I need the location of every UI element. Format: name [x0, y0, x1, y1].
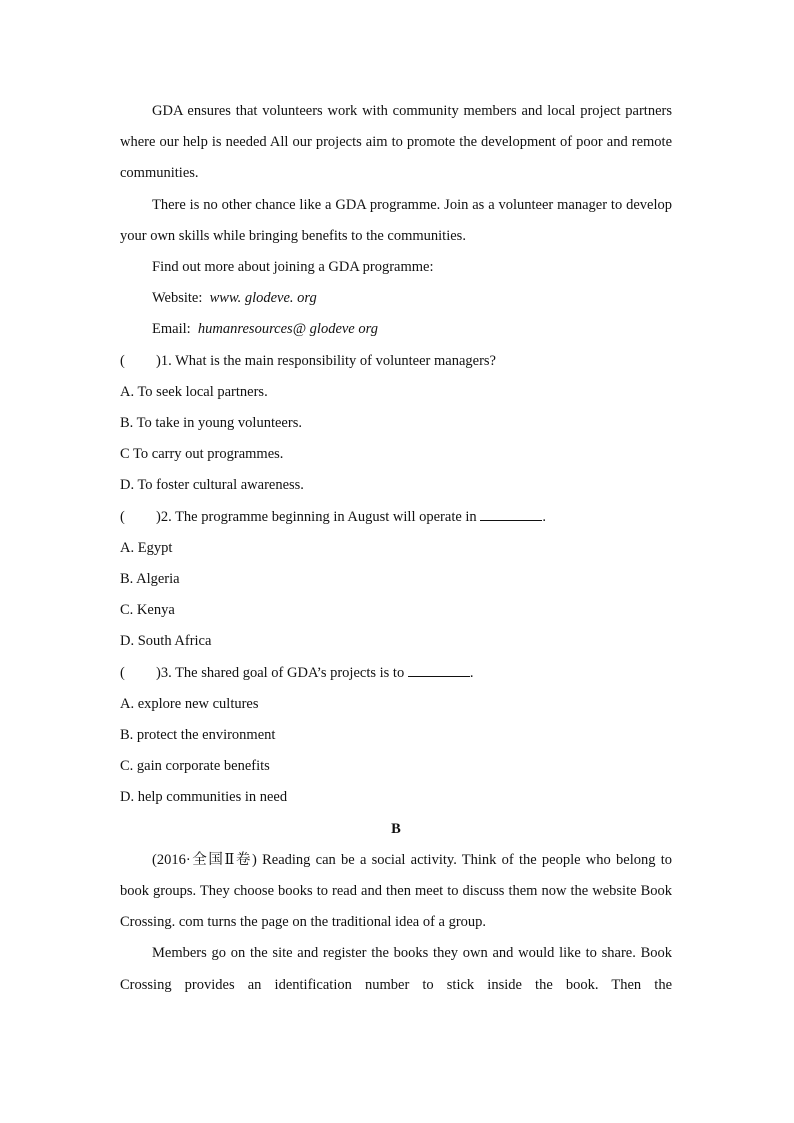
option-b: B. protect the environment: [120, 727, 276, 744]
email-line: [120, 314, 672, 345]
answer-paren: (: [120, 508, 125, 525]
option-a: A. To seek local partners.: [120, 383, 268, 400]
question-text: )3. The shared goal of GDA’s projects is to: [156, 664, 405, 681]
option-b: B. To take in young volunteers.: [120, 415, 302, 432]
section-b-paragraph-1: (2016·全国Ⅱ卷) Reading can be a social activity. Think of the people who belong to book groups. They choose books to read and then meet to discuss them now the website Book Crossing. com turns the page on the traditional idea of a group.: [120, 851, 672, 931]
option-a: A. explore new cultures: [120, 695, 259, 712]
question-3: [120, 658, 672, 814]
option-b: B. Algeria: [120, 571, 180, 588]
option-d: D. help communities in need: [120, 789, 288, 806]
email-label: Email:: [152, 321, 191, 338]
website-value: www. glodeve. org: [209, 290, 317, 307]
option-c: C To carry out programmes.: [120, 446, 284, 463]
answer-paren: (: [120, 664, 125, 681]
website-label: Website:: [152, 290, 203, 307]
question-end: .: [469, 664, 474, 681]
section-b-paragraph-2: Members go on the site and register the books they own and would like to share. Book Crossing provides an identification number to stick inside the book. Then the: [120, 945, 672, 993]
find-out-more-line: Find out more about joining a GDA programme:: [152, 259, 434, 276]
answer-blank: [480, 506, 542, 521]
question-2: [120, 502, 672, 658]
option-d: D. South Africa: [120, 633, 212, 650]
website-line: [120, 283, 672, 314]
answer-paren: (: [120, 352, 125, 369]
question-text: )2. The programme beginning in August will operate in: [156, 508, 477, 525]
question-stem: [120, 658, 672, 689]
option-c: C. gain corporate benefits: [120, 758, 270, 775]
question-end: .: [542, 508, 546, 525]
passage-a-paragraph-1: GDA ensures that volunteers work with community members and local project partners where our help is needed All our projects aim to promote the development of poor and remote communities.: [120, 103, 672, 182]
option-d: D. To foster cultural awareness.: [120, 477, 304, 494]
passage-a-paragraph-2: There is no other chance like a GDA programme. Join as a volunteer manager to develop your own skills while bringing benefits to the communities.: [120, 196, 672, 244]
question-stem: [120, 346, 672, 377]
question-stem: [120, 502, 672, 533]
question-1: [120, 346, 672, 502]
answer-blank: [408, 662, 470, 677]
document-page: [120, 96, 672, 1001]
option-c: C. Kenya: [120, 602, 175, 619]
question-text: )1. What is the main responsibility of volunteer managers?: [156, 352, 496, 369]
option-a: A. Egypt: [120, 539, 173, 556]
email-value: humanresources@ glodeve org: [197, 321, 378, 338]
section-b-heading: B: [391, 820, 401, 837]
